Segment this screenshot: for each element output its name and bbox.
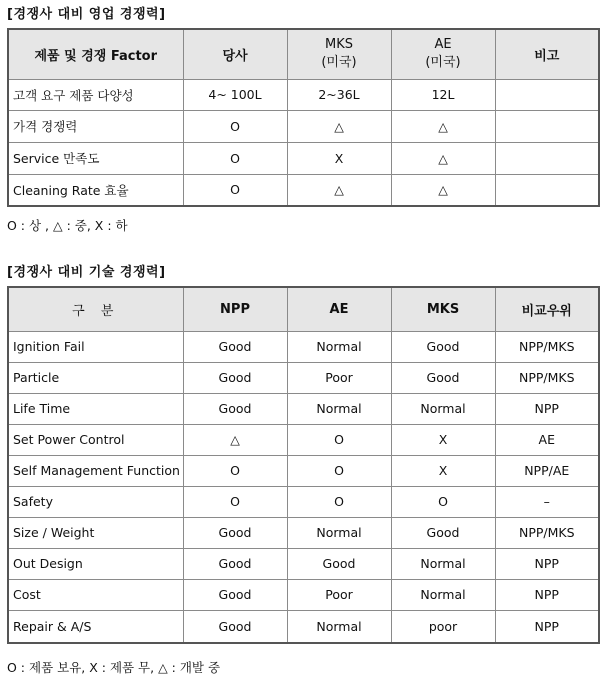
row-label-cell: Service 만족도 xyxy=(8,142,183,174)
header-mks2: MKS xyxy=(391,287,495,331)
value-cell: Poor xyxy=(287,362,391,393)
value-cell: NPP/AE xyxy=(495,455,599,486)
header-advantage: 비교우위 xyxy=(495,287,599,331)
value-cell: Good xyxy=(183,362,287,393)
value-cell: NPP xyxy=(495,393,599,424)
value-cell: NPP xyxy=(495,579,599,610)
value-cell: Good xyxy=(183,393,287,424)
table-row xyxy=(8,79,599,110)
row-label-cell: Ignition Fail xyxy=(8,331,183,362)
value-cell: Normal xyxy=(391,579,495,610)
tech-table-body xyxy=(8,331,599,643)
table-row xyxy=(8,610,599,643)
value-cell: △ xyxy=(391,142,495,174)
value-cell: Normal xyxy=(287,331,391,362)
value-cell: poor xyxy=(391,610,495,643)
table-row xyxy=(8,548,599,579)
row-label-cell: Repair & A/S xyxy=(8,610,183,643)
value-cell: △ xyxy=(287,174,391,206)
header-remarks: 비고 xyxy=(495,29,599,79)
value-cell: NPP/MKS xyxy=(495,362,599,393)
header-ae xyxy=(391,29,495,79)
table-row xyxy=(8,486,599,517)
value-cell: △ xyxy=(183,424,287,455)
value-cell: X xyxy=(391,424,495,455)
value-cell: Good xyxy=(183,579,287,610)
header-category: 구 분 xyxy=(8,287,183,331)
table-row xyxy=(8,455,599,486)
value-cell: Normal xyxy=(287,517,391,548)
value-cell: 12L xyxy=(391,79,495,110)
row-label-cell: Life Time xyxy=(8,393,183,424)
value-cell: O xyxy=(287,455,391,486)
value-cell: – xyxy=(495,486,599,517)
section-title-tech: [경쟁사 대비 기술 경쟁력] xyxy=(7,265,166,280)
table-row xyxy=(8,362,599,393)
row-label-cell: Self Management Function xyxy=(8,455,183,486)
table-row xyxy=(8,174,599,206)
value-cell: Normal xyxy=(287,610,391,643)
value-cell xyxy=(495,79,599,110)
value-cell: O xyxy=(183,142,287,174)
value-cell xyxy=(495,142,599,174)
value-cell: AE xyxy=(495,424,599,455)
row-label-cell: Out Design xyxy=(8,548,183,579)
value-cell: Normal xyxy=(287,393,391,424)
value-cell: O xyxy=(183,110,287,142)
sales-table-body xyxy=(8,79,599,206)
value-cell: O xyxy=(287,486,391,517)
header-npp: NPP xyxy=(183,287,287,331)
value-cell xyxy=(495,174,599,206)
row-label-cell: Particle xyxy=(8,362,183,393)
value-cell: Good xyxy=(391,331,495,362)
value-cell: X xyxy=(287,142,391,174)
value-cell: O xyxy=(183,486,287,517)
value-cell: Good xyxy=(391,362,495,393)
value-cell: Good xyxy=(183,610,287,643)
value-cell: NPP xyxy=(495,548,599,579)
value-cell: Poor xyxy=(287,579,391,610)
value-cell: △ xyxy=(391,110,495,142)
value-cell: X xyxy=(391,455,495,486)
header-ae2: AE xyxy=(287,287,391,331)
value-cell: Normal xyxy=(391,548,495,579)
value-cell: Good xyxy=(183,548,287,579)
value-cell: 2~36L xyxy=(287,79,391,110)
value-cell: Good xyxy=(391,517,495,548)
row-label-cell: 가격 경쟁력 xyxy=(8,110,183,142)
row-label-cell: Size / Weight xyxy=(8,517,183,548)
row-label-cell: 고객 요구 제품 다양성 xyxy=(8,79,183,110)
row-label-cell: Safety xyxy=(8,486,183,517)
header-ae-text: AE (미국) xyxy=(425,37,461,71)
tech-competitiveness-table xyxy=(7,286,600,644)
legend-sales: O : 상 , △ : 중, X : 하 xyxy=(7,218,128,233)
value-cell: O xyxy=(183,174,287,206)
table-row xyxy=(8,331,599,362)
value-cell: NPP/MKS xyxy=(495,517,599,548)
value-cell: △ xyxy=(391,174,495,206)
header-factor: 제품 및 경쟁 Factor xyxy=(8,29,183,79)
value-cell: O xyxy=(287,424,391,455)
table-row xyxy=(8,517,599,548)
row-label-cell: Cleaning Rate 효율 xyxy=(8,174,183,206)
table-row xyxy=(8,142,599,174)
value-cell: Good xyxy=(183,517,287,548)
header-mks-text: MKS (미국) xyxy=(321,37,357,71)
value-cell: 4~ 100L xyxy=(183,79,287,110)
row-label-cell: Cost xyxy=(8,579,183,610)
row-label-cell: Set Power Control xyxy=(8,424,183,455)
value-cell: O xyxy=(391,486,495,517)
table-row xyxy=(8,424,599,455)
value-cell: NPP xyxy=(495,610,599,643)
table-row xyxy=(8,579,599,610)
header-mks xyxy=(287,29,391,79)
legend-tech: O : 제품 보유, X : 제품 무, △ : 개발 중 xyxy=(7,660,221,675)
sales-competitiveness-table xyxy=(7,28,600,207)
value-cell: O xyxy=(183,455,287,486)
value-cell xyxy=(495,110,599,142)
table-row xyxy=(8,393,599,424)
value-cell: Good xyxy=(287,548,391,579)
value-cell: △ xyxy=(287,110,391,142)
header-our-company: 당사 xyxy=(183,29,287,79)
table-row xyxy=(8,110,599,142)
value-cell: Normal xyxy=(391,393,495,424)
value-cell: Good xyxy=(183,331,287,362)
value-cell: NPP/MKS xyxy=(495,331,599,362)
section-title-sales: [경쟁사 대비 영업 경쟁력] xyxy=(7,7,166,22)
